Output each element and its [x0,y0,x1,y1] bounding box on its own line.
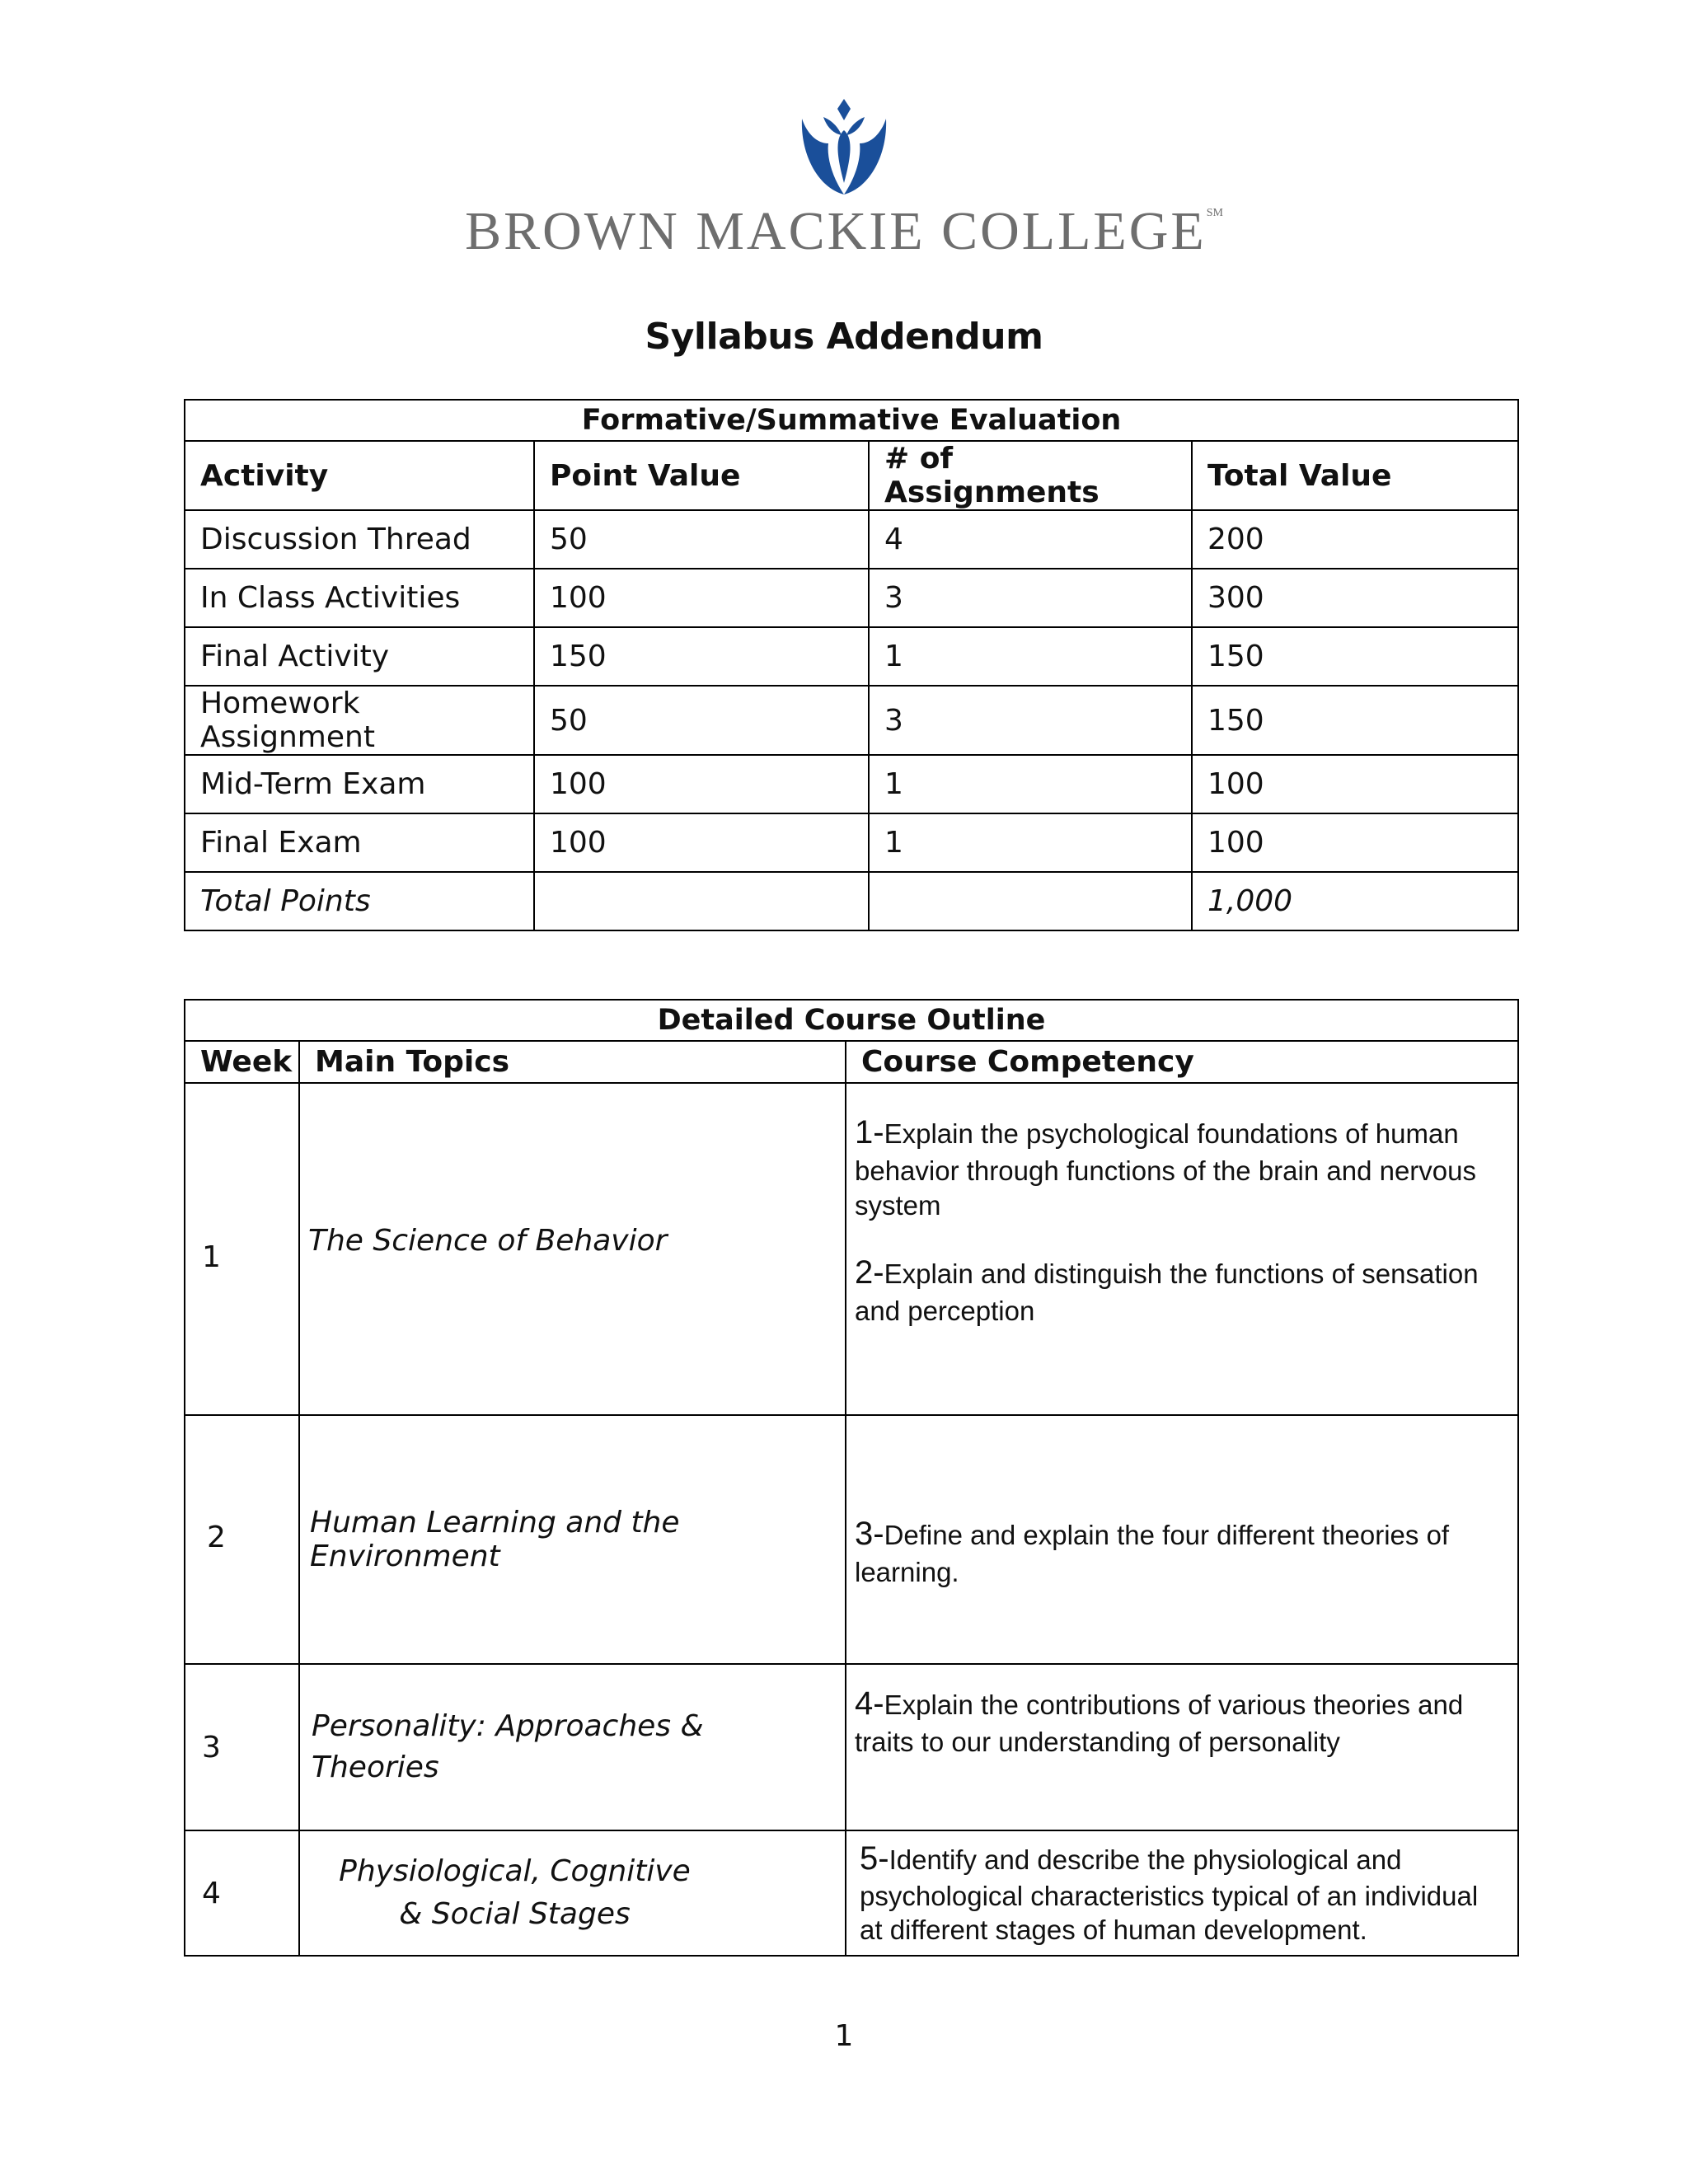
cell-assignments: 4 [869,510,1192,569]
cell-activity: Mid-Term Exam [185,755,534,813]
cell-point-value: 50 [534,686,869,755]
cell-activity: Final Activity [185,627,534,686]
cell-assignments: 3 [869,686,1192,755]
competency-item [855,1112,1503,1224]
cell-total-label: Total Points [185,872,534,930]
total-row [185,872,1518,930]
course-outline-table [184,999,1519,1957]
column-header-total-value: Total Value [1192,441,1518,510]
outline-caption: Detailed Course Outline [185,1000,1518,1041]
cell-topic: The Science of Behavior [299,1083,846,1415]
cell-total-value: 150 [1192,627,1518,686]
competency-number: 3- [855,1516,884,1553]
table-row [185,510,1518,569]
cell-total-value: 200 [1192,510,1518,569]
table-row [185,569,1518,627]
column-header-course-competency: Course Competency [846,1041,1518,1083]
service-mark: SM [1206,207,1223,219]
cell-empty [869,872,1192,930]
competency-number: 1- [855,1114,884,1151]
evaluation-table [184,399,1519,931]
column-header-main-topics: Main Topics [299,1041,846,1083]
table-row [185,755,1518,813]
cell-point-value: 100 [534,813,869,872]
cell-assignments: 1 [869,755,1192,813]
column-header-week: Week [185,1041,299,1083]
tulip-leaf-logo-icon [799,97,889,196]
column-header-point-value: Point Value [534,441,869,510]
outline-row-week-1 [185,1083,1518,1415]
cell-activity: In Class Activities [185,569,534,627]
page-title: Syllabus Addendum [645,316,1043,358]
competency-number: 4- [855,1685,884,1722]
competency-item [855,1513,1503,1590]
cell-total-value: 100 [1192,813,1518,872]
college-name [0,201,1688,261]
cell-competency [846,1083,1518,1415]
cell-week: 1 [185,1083,299,1415]
cell-competency [846,1664,1518,1830]
competency-item [855,1683,1503,1760]
page-number: 1 [834,2019,854,2053]
evaluation-caption: Formative/Summative Evaluation [185,400,1518,441]
table-row [185,813,1518,872]
cell-assignments: 3 [869,569,1192,627]
cell-week: 4 [185,1830,299,1956]
competency-text: Explain the contributions of various theories and traits to our understanding of personality [855,1690,1464,1758]
cell-point-value: 100 [534,569,869,627]
outline-row-week-4 [185,1830,1518,1956]
competency-item [860,1839,1503,1947]
cell-empty [534,872,869,930]
column-header-activity: Activity [185,441,534,510]
cell-activity: Discussion Thread [185,510,534,569]
cell-total-value: 150 [1192,686,1518,755]
competency-item [855,1252,1503,1329]
college-name-text: BROWN MACKIE COLLEGE [465,201,1207,261]
cell-assignments: 1 [869,813,1192,872]
cell-topic: Personality: Approaches & Theories [299,1664,846,1830]
cell-point-value: 100 [534,755,869,813]
competency-text: Explain the psychological foundations of human behavior through functions of the brain and nervous system [855,1118,1477,1221]
cell-point-value: 50 [534,510,869,569]
competency-text: Explain and distinguish the functions of sensation and perception [855,1258,1479,1326]
college-logo [0,97,1688,259]
competency-number: 2- [855,1254,884,1291]
outline-row-week-3 [185,1664,1518,1830]
outline-row-week-2 [185,1415,1518,1664]
cell-week: 3 [185,1664,299,1830]
cell-competency [846,1415,1518,1664]
cell-week: 2 [185,1415,299,1664]
cell-total-points: 1,000 [1192,872,1518,930]
cell-topic: Physiological, Cognitive & Social Stages [299,1830,846,1956]
cell-total-value: 100 [1192,755,1518,813]
table-row [185,686,1518,755]
cell-activity: Final Exam [185,813,534,872]
cell-total-value: 300 [1192,569,1518,627]
column-header-assignments: # of Assignments [869,441,1192,510]
cell-assignments: 1 [869,627,1192,686]
cell-topic: Human Learning and the Environment [299,1415,846,1664]
competency-text: Identify and describe the physiological and psychological characteristics typical of an individual at different stages of human development. [860,1844,1479,1945]
cell-activity: Homework Assignment [185,686,534,755]
competency-number: 5- [860,1840,889,1877]
cell-point-value: 150 [534,627,869,686]
table-row [185,627,1518,686]
cell-competency [846,1830,1518,1956]
competency-text: Define and explain the four different theories of learning. [855,1520,1450,1588]
